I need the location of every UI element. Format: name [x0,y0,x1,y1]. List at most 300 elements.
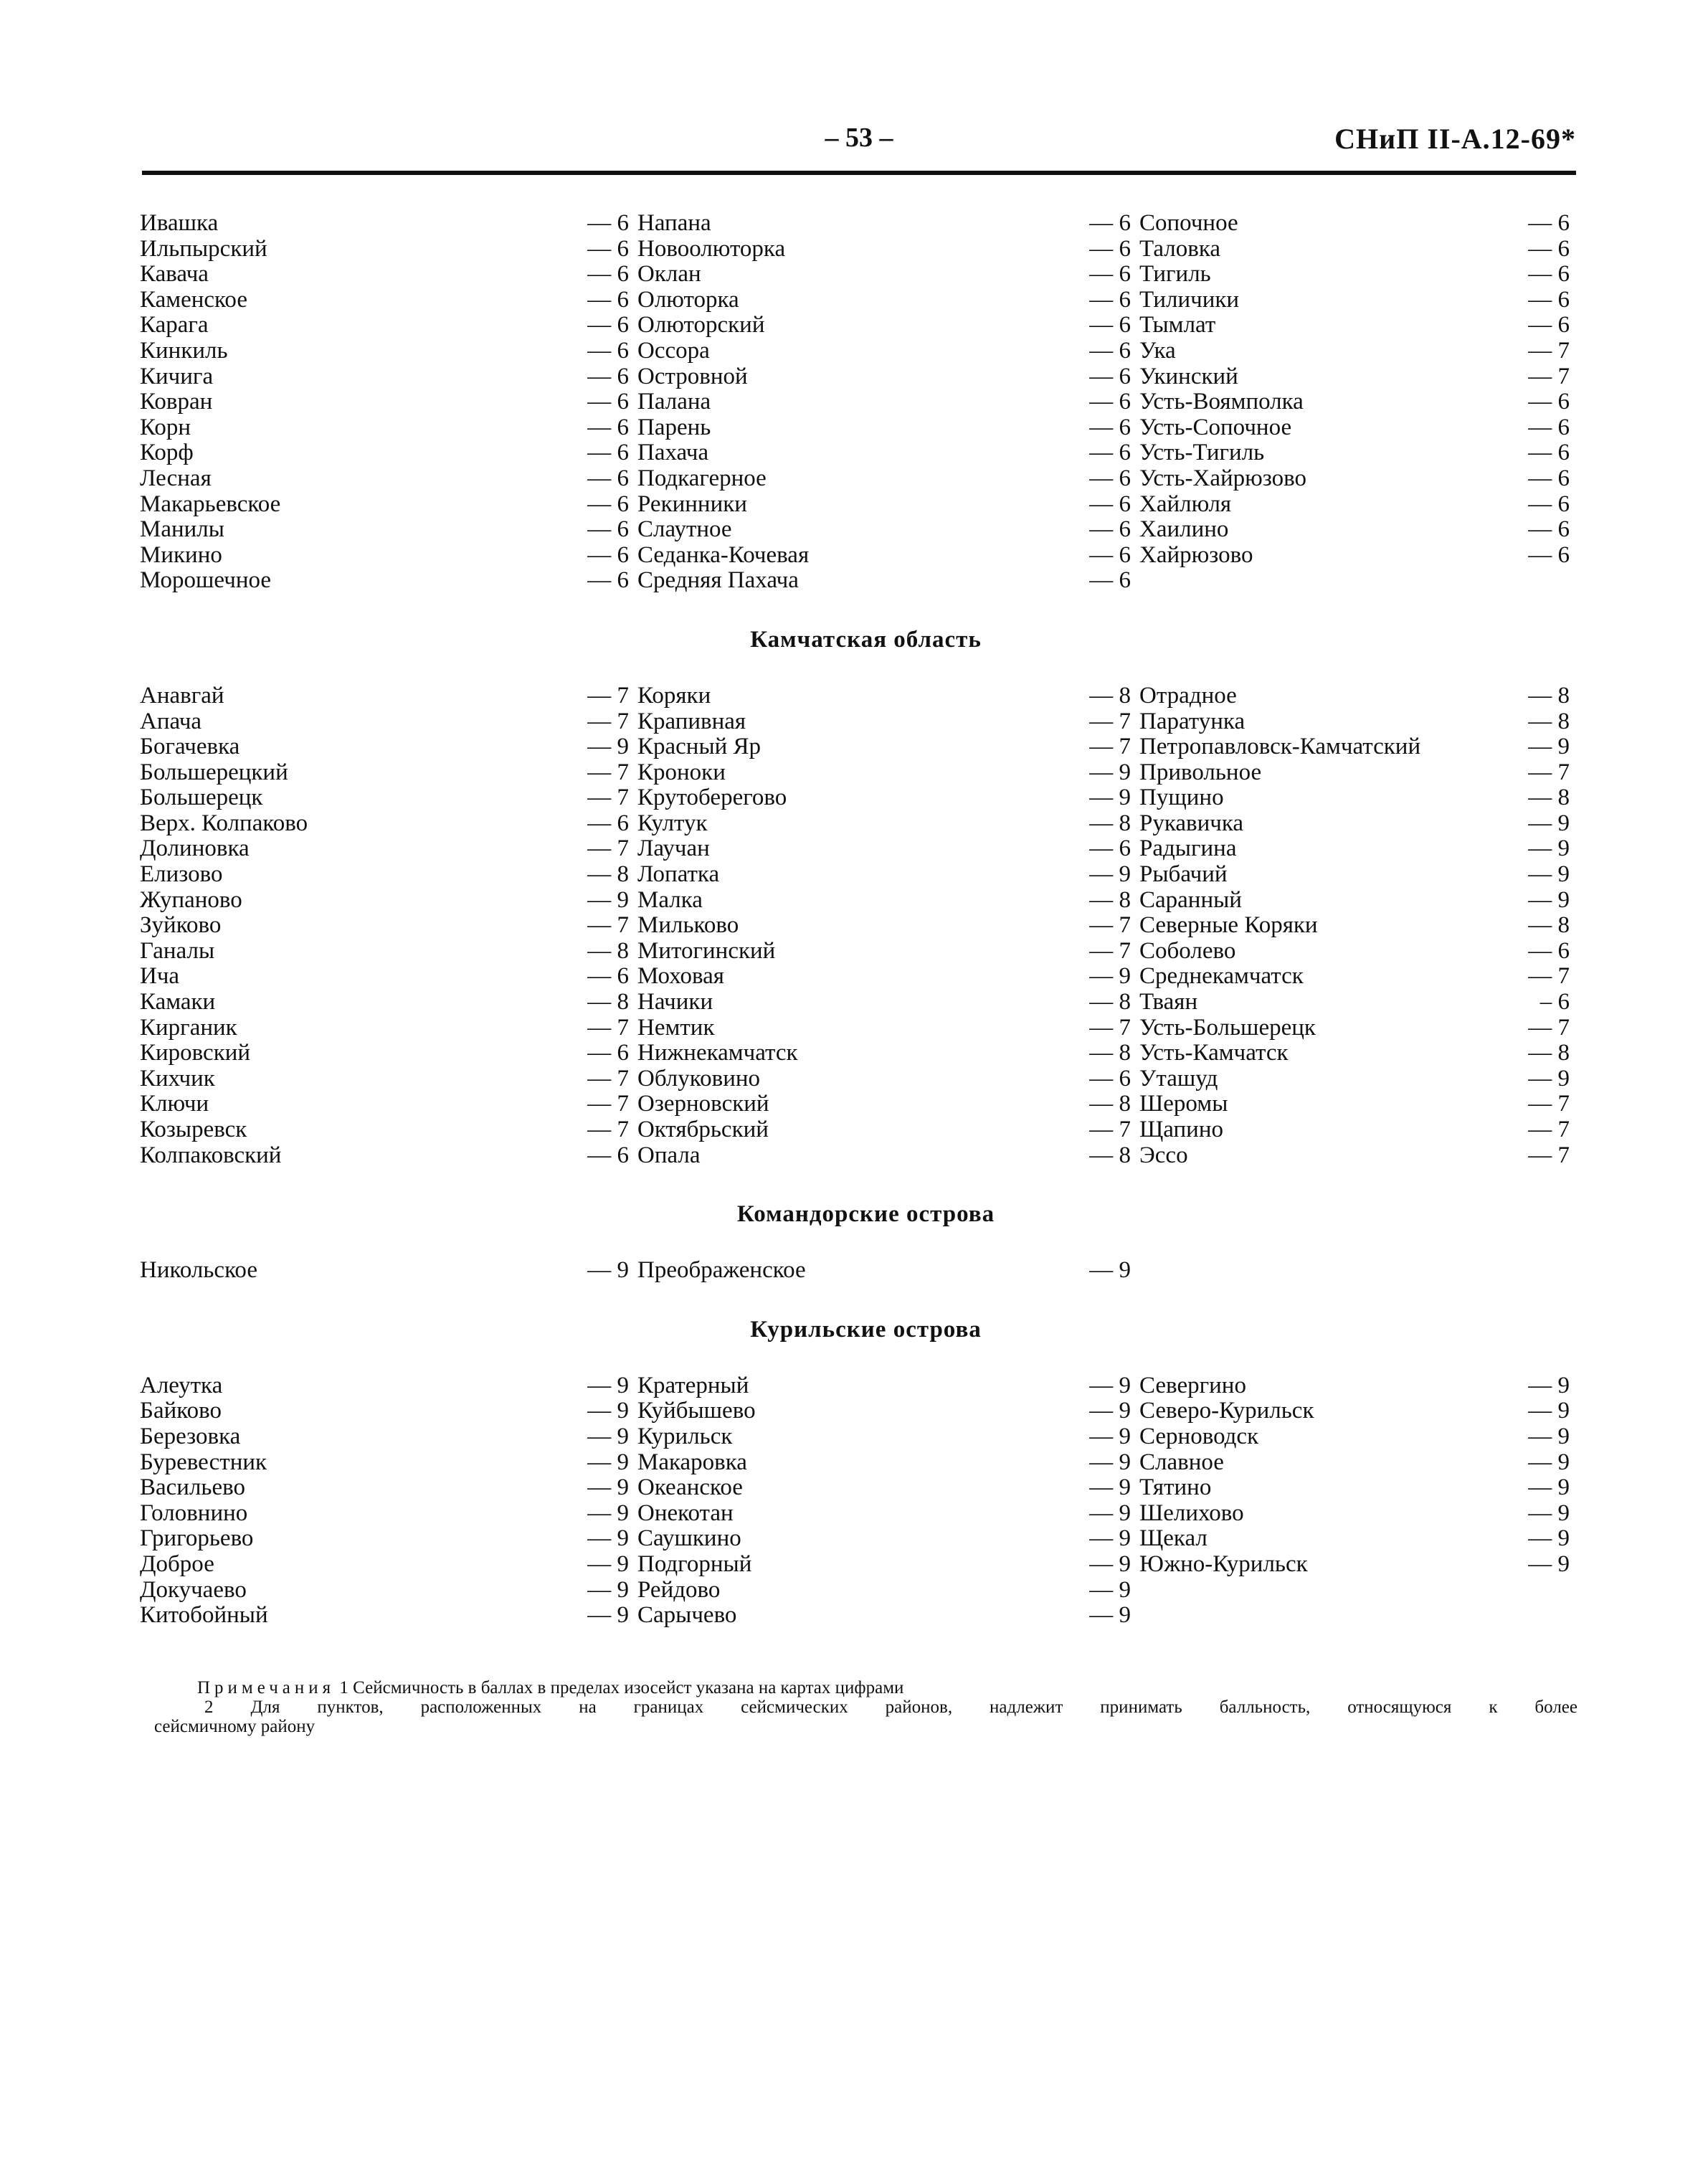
settlement-row [140,709,637,735]
note-1 [154,1678,1577,1697]
settlement-row [637,1117,1139,1143]
seismic-intensity: — 9 [1089,861,1131,888]
seismic-intensity: — 6 [587,312,629,338]
settlement-row [637,1552,1139,1578]
settlement-name: Верх. Колпаково [140,810,308,836]
seismic-intensity: — 6 [587,235,629,262]
column-1 [140,683,637,1168]
seismic-intensity: — 9 [1528,1474,1570,1501]
section-columns [140,683,1577,1168]
seismic-intensity: — 6 [1528,440,1570,466]
document-code: СНиП II-А.12-69* [1334,123,1576,155]
settlement-name: Байково [140,1398,222,1424]
seismic-intensity: — 6 [1089,286,1131,313]
settlement-name: Култук [637,810,708,836]
settlement-row [1139,1552,1570,1578]
seismic-intensity: — 7 [587,1065,629,1092]
settlement-name: Оссора [637,337,710,364]
settlement-name: Новоолюторка [637,235,786,262]
settlement-row [140,1603,637,1629]
seismic-intensity: — 6 [1089,363,1131,389]
settlement-row [140,211,637,237]
settlement-name: Усть-Воямполка [1139,389,1304,415]
settlement-row [1139,683,1570,709]
seismic-intensity: — 6 [587,389,629,415]
page-header [142,122,1576,165]
settlement-row [1139,1398,1570,1424]
settlement-row [1139,1501,1570,1527]
settlement-row [1139,364,1570,390]
seismic-intensity: — 9 [1089,1372,1131,1398]
settlement-row [140,1424,637,1450]
settlement-row [1139,1373,1570,1399]
seismic-intensity: — 6 [587,810,629,836]
settlement-name: Северо-Курильск [1139,1398,1314,1424]
seismic-intensity: — 6 [1089,440,1131,466]
settlement-name: Немтик [637,1014,715,1041]
settlement-row [140,568,637,594]
settlement-name: Рейдово [637,1576,721,1603]
seismic-intensity: — 9 [587,1474,629,1501]
settlement-name: Красный Яр [637,734,762,760]
seismic-intensity: — 7 [1528,759,1570,785]
settlement-row [637,683,1139,709]
settlement-row [140,990,637,1015]
settlement-name: Севергино [1139,1372,1246,1398]
settlement-row [637,1603,1139,1629]
seismic-intensity: — 9 [587,1576,629,1603]
seismic-intensity: — 9 [587,1398,629,1424]
settlement-row [637,1501,1139,1527]
settlement-name: Колпаковский [140,1142,282,1168]
settlement-row [637,440,1139,466]
seismic-intensity: — 8 [1089,1091,1131,1117]
settlement-name: Лесная [140,465,212,491]
seismic-intensity: — 7 [1089,912,1131,939]
seismic-intensity: — 9 [1089,759,1131,785]
settlement-name: Сарычево [637,1602,737,1629]
settlement-row [140,313,637,338]
settlement-row [1139,1475,1570,1501]
settlement-row [1139,836,1570,862]
seismic-intensity: — 9 [1528,1449,1570,1475]
settlement-row [140,785,637,811]
settlement-name: Корн [140,414,191,440]
settlement-name: Кировский [140,1040,251,1066]
settlement-row [140,1450,637,1476]
settlement-name: Нижнекамчатск [637,1040,798,1066]
settlement-name: Палана [637,389,711,415]
settlement-name: Григорьево [140,1525,254,1552]
settlement-row [1139,1015,1570,1041]
seismic-intensity: — 6 [1528,937,1570,964]
settlement-name: Крапивная [637,708,746,734]
column-1 [140,211,637,594]
seismic-intensity: — 6 [1089,465,1131,491]
settlement-row [140,543,637,569]
seismic-intensity: — 8 [1528,912,1570,939]
seismic-intensity: — 9 [1528,1500,1570,1526]
settlement-name: Крутоберегово [637,785,787,811]
settlement-name: Привольное [1139,759,1262,785]
settlement-name: Большерецк [140,785,263,811]
column-3 [1139,211,1570,594]
seismic-intensity: — 6 [587,363,629,389]
settlement-row [637,415,1139,441]
settlement-name: Куйбышево [637,1398,756,1424]
settlement-row [1139,811,1570,837]
settlement-name: Тымлат [1139,312,1216,338]
settlement-name: Слаутное [637,516,732,543]
column-2 [637,211,1139,594]
seismic-intensity: — 6 [587,210,629,236]
settlement-row [1139,709,1570,735]
settlement-row [637,709,1139,735]
settlement-name: Макаровка [637,1449,747,1475]
seismic-intensity: — 7 [1528,1142,1570,1168]
settlement-row [637,389,1139,415]
seismic-intensity: — 9 [587,1550,629,1577]
seismic-intensity: — 7 [587,759,629,785]
seismic-intensity: — 7 [1528,1117,1570,1142]
settlement-name: Парень [637,414,711,440]
settlement-row [140,1066,637,1092]
settlement-name: Ича [140,963,180,990]
seismic-intensity: — 9 [1528,1423,1570,1449]
settlement-name: Буревестник [140,1449,267,1475]
settlement-name: Зуйково [140,912,222,939]
settlement-name: Седанка-Кочевая [637,541,810,568]
settlement-name: Оклан [637,261,701,288]
seismic-intensity: — 8 [1089,989,1131,1015]
seismic-intensity: — 8 [1528,682,1570,709]
settlement-name: Богачевка [140,734,240,760]
settlement-name: Ковран [140,389,213,415]
settlement-row [140,1552,637,1578]
settlement-row [637,237,1139,262]
seismic-intensity: — 7 [587,1117,629,1142]
seismic-intensity: — 6 [1528,312,1570,338]
seismic-intensity: — 7 [587,1091,629,1117]
column-2 [637,1258,1139,1284]
seismic-intensity: — 6 [1528,465,1570,491]
settlement-row [140,492,637,518]
seismic-intensity: — 6 [1089,516,1131,543]
settlement-name: Хаилино [1139,516,1229,543]
seismic-intensity: — 9 [1089,1474,1131,1501]
settlement-name: Кавача [140,261,209,288]
settlement-name: Тятино [1139,1474,1212,1501]
seismic-intensity: — 9 [587,1525,629,1552]
settlement-name: Кичига [140,363,214,389]
seismic-intensity: — 6 [587,516,629,543]
seismic-intensity: — 9 [587,1602,629,1629]
settlement-name: Елизово [140,861,223,888]
settlement-name: Олюторский [637,312,765,338]
settlement-row [140,1092,637,1117]
note-2-continuation: сейсмичному району [154,1717,315,1736]
seismic-intensity: — 6 [1528,389,1570,415]
settlement-row [637,1066,1139,1092]
settlement-row [1139,1143,1570,1169]
settlement-name: Шеромы [1139,1091,1228,1117]
settlement-row [637,1424,1139,1450]
settlement-row [637,1041,1139,1066]
settlement-name: Курильск [637,1423,733,1449]
seismic-intensity: — 6 [1089,235,1131,262]
settlement-row [140,734,637,760]
seismic-intensity: — 6 [1089,491,1131,517]
settlement-row [637,1526,1139,1552]
seismic-intensity: — 8 [1528,708,1570,734]
settlement-row [140,1041,637,1066]
settlement-name: Корф [140,440,194,466]
settlement-row [637,1373,1139,1399]
seismic-intensity: — 6 [1528,235,1570,262]
seismic-intensity: — 7 [587,682,629,709]
settlement-name: Мильково [637,912,739,939]
settlement-name: Ивашка [140,210,219,236]
column-3 [1139,1373,1570,1629]
settlement-row [637,964,1139,990]
settlement-name: Большерецкий [140,759,288,785]
settlement-row [1139,785,1570,811]
seismic-intensity: — 8 [1089,1142,1131,1168]
settlement-name: Рыбачий [1139,861,1228,888]
column-2 [637,1373,1139,1629]
settlement-name: Усть-Сопочное [1139,414,1292,440]
settlement-name: Рекинники [637,491,747,517]
settlement-row [140,338,637,364]
seismic-intensity: – 6 [1539,989,1570,1015]
settlement-row [140,517,637,543]
notes-label: Примечания [197,1678,336,1697]
settlement-name: Головнино [140,1500,248,1526]
settlement-row [637,364,1139,390]
settlement-name: Усть-Хайрюзово [1139,465,1306,491]
note-1-text: 1 Сейсмичность в баллах в пределах изосейст указана на картах цифрами [339,1678,904,1697]
settlement-name: Кирганик [140,1014,237,1041]
settlement-row [637,913,1139,939]
settlement-name: Тваян [1139,989,1198,1015]
settlement-name: Докучаево [140,1576,247,1603]
settlement-name: Березовка [140,1423,241,1449]
seismic-intensity: — 9 [587,1372,629,1398]
settlement-row [1139,211,1570,237]
seismic-intensity: — 9 [587,1257,629,1284]
settlement-name: Октябрьский [637,1117,769,1142]
settlement-row [1139,939,1570,965]
settlement-name: Апача [140,708,202,734]
settlement-name: Тиличики [1139,286,1240,313]
seismic-intensity: — 6 [587,440,629,466]
seismic-intensity: — 6 [1089,261,1131,288]
settlement-name: Митогинский [637,937,776,964]
settlement-row [140,440,637,466]
seismic-intensity: — 9 [587,1500,629,1526]
settlement-name: Преображенское [637,1257,806,1284]
seismic-intensity: — 6 [1528,261,1570,288]
settlement-row [140,1578,637,1604]
settlement-name: Пущино [1139,785,1224,811]
settlement-name: Олюторка [637,286,739,313]
settlement-name: Усть-Камчатск [1139,1040,1289,1066]
seismic-intensity: — 8 [1089,1040,1131,1066]
settlement-row [637,517,1139,543]
settlement-name: Облуковино [637,1065,761,1092]
seismic-intensity: — 9 [587,734,629,760]
seismic-intensity: — 8 [587,861,629,888]
settlement-row [637,338,1139,364]
settlement-name: Тигиль [1139,261,1211,288]
seismic-intensity: — 9 [1089,1576,1131,1603]
settlement-row [140,1117,637,1143]
settlement-name: Кихчик [140,1065,215,1092]
settlement-name: Начики [637,989,713,1015]
seismic-intensity: — 9 [1528,810,1570,836]
settlement-row [140,1526,637,1552]
settlement-row [637,1258,1139,1284]
settlement-name: Онекотан [637,1500,734,1526]
seismic-intensity: — 9 [1528,835,1570,862]
settlement-name: Ключи [140,1091,209,1117]
settlement-name: Саушкино [637,1525,741,1552]
seismic-intensity: — 9 [1528,1372,1570,1398]
settlement-row [637,466,1139,492]
settlement-row [637,734,1139,760]
settlement-row [1139,262,1570,288]
settlement-row [637,760,1139,786]
seismic-intensity: — 9 [587,886,629,913]
seismic-intensity: — 9 [1089,1398,1131,1424]
settlement-name: Паратунка [1139,708,1246,734]
settlement-name: Отрадное [1139,682,1237,709]
settlement-row [637,888,1139,914]
seismic-intensity: — 6 [1089,541,1131,568]
settlement-name: Радыгина [1139,835,1237,862]
settlement-row [637,990,1139,1015]
settlement-row [140,389,637,415]
settlement-name: Таловка [1139,235,1221,262]
settlement-row [1139,1092,1570,1117]
settlement-row [1139,1424,1570,1450]
settlement-row [1139,964,1570,990]
seismic-intensity: — 9 [1089,1423,1131,1449]
seismic-intensity: — 7 [1528,1014,1570,1041]
seismic-intensity: — 7 [587,708,629,734]
seismic-intensity: — 8 [1528,785,1570,811]
seismic-intensity: — 6 [1089,337,1131,364]
seismic-intensity: — 8 [1089,682,1131,709]
seismic-intensity: — 9 [1089,1500,1131,1526]
seismic-intensity: — 9 [1528,1525,1570,1552]
seismic-intensity: — 9 [1528,1065,1570,1092]
settlement-row [140,364,637,390]
settlement-row [637,543,1139,569]
settlement-name: Усть-Тигиль [1139,440,1265,466]
settlement-name: Микино [140,541,222,568]
settlement-name: Среднекамчатск [1139,963,1304,990]
settlement-row [637,785,1139,811]
settlement-row [1139,1066,1570,1092]
seismic-intensity: — 6 [1528,414,1570,440]
settlement-row [637,313,1139,338]
settlement-name: Серноводск [1139,1423,1259,1449]
settlement-row [1139,1450,1570,1476]
settlement-name: Коряки [637,682,711,709]
settlement-name: Васильево [140,1474,245,1501]
settlement-row [1139,517,1570,543]
settlements-table [140,211,1577,1629]
seismic-intensity: — 6 [587,286,629,313]
settlement-row [1139,1041,1570,1066]
seismic-intensity: — 8 [587,937,629,964]
settlement-row [140,288,637,313]
seismic-intensity: — 7 [1528,963,1570,990]
settlement-name: Славное [1139,1449,1224,1475]
settlement-row [140,1398,637,1424]
settlement-row [140,262,637,288]
settlement-row [140,1258,637,1284]
settlement-name: Усть-Большерецк [1139,1014,1316,1041]
settlement-row [1139,492,1570,518]
seismic-intensity: — 6 [587,491,629,517]
seismic-intensity: — 9 [1528,886,1570,913]
settlement-row [637,1092,1139,1117]
settlement-name: Карага [140,312,209,338]
seismic-intensity: — 8 [1089,886,1131,913]
seismic-intensity: — 6 [587,261,629,288]
settlement-name: Хайрюзово [1139,541,1253,568]
settlement-row [140,964,637,990]
seismic-intensity: — 9 [1089,963,1131,990]
section-columns [140,1373,1577,1629]
seismic-intensity: — 7 [1528,1091,1570,1117]
seismic-intensity: — 9 [1089,785,1131,811]
settlement-name: Кинкиль [140,337,228,364]
seismic-intensity: — 7 [1089,734,1131,760]
settlement-row [1139,440,1570,466]
seismic-intensity: — 6 [587,414,629,440]
settlement-name: Опала [637,1142,701,1168]
section-title: Командорские острова [736,1201,995,1228]
settlement-row [637,836,1139,862]
seismic-intensity: — 9 [1528,1550,1570,1577]
seismic-intensity: — 7 [1089,1117,1131,1142]
settlement-name: Манилы [140,516,224,543]
seismic-intensity: — 9 [1528,861,1570,888]
seismic-intensity: — 6 [1528,516,1570,543]
settlement-name: Озерновский [637,1091,769,1117]
settlement-row [637,1143,1139,1169]
column-1 [140,1373,637,1629]
settlement-name: Сопочное [1139,210,1238,236]
settlement-name: Анавгай [140,682,224,709]
settlement-row [637,1578,1139,1604]
settlement-name: Укинский [1139,363,1238,389]
settlement-row [1139,760,1570,786]
seismic-intensity: — 6 [587,1040,629,1066]
settlement-name: Напана [637,210,711,236]
settlement-row [637,492,1139,518]
settlement-row [1139,389,1570,415]
settlement-name: Уташуд [1139,1065,1218,1092]
settlement-name: Океанское [637,1474,743,1501]
settlement-row [140,237,637,262]
section-title: Курильские острова [750,1316,982,1343]
notes [154,1678,1577,1736]
settlement-row [1139,466,1570,492]
